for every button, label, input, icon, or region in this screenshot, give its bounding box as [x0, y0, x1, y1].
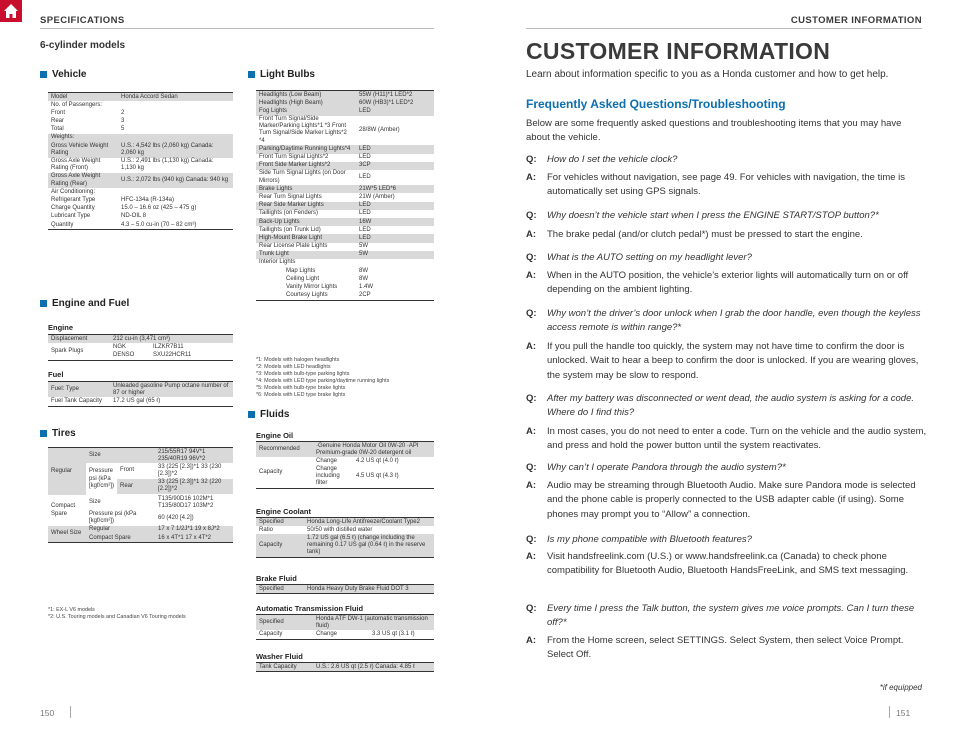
question-label: Q:	[526, 154, 537, 165]
table-row	[48, 142, 233, 157]
table-row	[256, 292, 434, 301]
spec-value: 3	[121, 118, 125, 125]
table-row	[48, 158, 233, 173]
tires-heading: Tires	[40, 428, 76, 439]
spec-value: 2CP	[359, 292, 371, 299]
light-bulbs-heading: Light Bulbs	[248, 69, 315, 80]
spec-label: Rear	[51, 118, 65, 125]
spec-value: 3CP	[356, 162, 434, 170]
spec-label: Spark Plugs	[51, 347, 84, 354]
spec-value: Honda Heavy Duty Brake Fluid DOT 3	[304, 585, 434, 594]
spec-label: Taillights (on Fenders)	[259, 210, 319, 217]
footnote: *6: Models with LED type brake lights	[256, 392, 346, 399]
spec-value: 2	[121, 109, 125, 116]
faq-title: Frequently Asked Questions/Troubleshooting	[526, 97, 786, 111]
spec-label: Rear Side Marker Lights	[256, 202, 356, 210]
spec-value: DENSO	[113, 351, 135, 358]
spec-label: Gross Axle Weight Rating (Rear)	[48, 173, 118, 188]
table-row	[256, 663, 434, 672]
question-label: Q:	[526, 603, 537, 614]
spec-value: LED	[359, 173, 371, 180]
footnote: *1: EX-L V6 models	[48, 607, 95, 613]
spec-value: 17.2 US gal (65 ℓ)	[113, 397, 161, 404]
answer-label: A:	[526, 172, 537, 183]
spec-label: Capacity	[259, 469, 283, 476]
spec-label: Fuel Tank Capacity	[51, 397, 102, 404]
spec-value: LED	[356, 202, 434, 210]
brake-fluid-table	[256, 584, 434, 594]
spec-value: 5W	[356, 251, 434, 259]
table-row	[256, 202, 434, 210]
table-row	[256, 442, 434, 458]
spec-label: Specified	[256, 585, 304, 594]
table-row	[48, 188, 233, 196]
table-row	[256, 170, 434, 185]
faq-answer	[526, 634, 931, 663]
table-row	[256, 534, 434, 557]
spec-value: SXU22HCR11	[153, 351, 192, 358]
table-row	[256, 243, 434, 251]
coolant-subheading: Engine Coolant	[256, 507, 311, 516]
engine-oil-table	[256, 441, 434, 489]
spec-value	[118, 101, 233, 109]
question-text: Why can’t I operate Pandora through the audio system?*	[547, 462, 786, 473]
table-row	[256, 259, 434, 267]
footnote: *3: Models with bulb-type parking lights	[256, 371, 350, 378]
spec-value: 60 (420 [4.2])	[157, 514, 194, 521]
spec-value: 16 x 4T*1 17 x 4T*2	[155, 534, 233, 543]
table-row	[256, 630, 434, 639]
table-row	[256, 162, 434, 170]
spec-label: No. of Passengers:	[51, 101, 103, 108]
question-text: Is my phone compatible with Bluetooth features?	[547, 534, 752, 545]
spec-value: 33 (225 [2.3])*1 32 (220 [2.2])*2	[155, 479, 233, 494]
spec-value: 4.2 US qt (4.0 ℓ)	[356, 457, 399, 464]
spec-value: Honda Long-Life Antifreeze/Coolant Type2	[304, 518, 434, 527]
tire-group-label: Compact Spare	[51, 503, 76, 517]
spec-label: Brake Lights	[256, 185, 356, 193]
header-divider	[40, 28, 434, 29]
page-number-divider	[889, 706, 890, 718]
spec-label: Front Turn Signal Lights*2	[259, 154, 329, 160]
question-label: Q:	[526, 252, 537, 263]
spec-label: Parking/Daytime Running Lights*4	[256, 145, 356, 153]
vehicle-heading: Vehicle	[40, 69, 86, 80]
spec-label: Interior Lights	[259, 259, 296, 266]
faq-question	[526, 533, 931, 547]
footnote: *2: U.S. Touring models and Canadian V6 Touring models	[48, 614, 186, 621]
spec-value: 21W*5 LED*6	[356, 185, 434, 193]
table-row	[48, 173, 233, 188]
spec-value: HFC-134a (R-134a)	[121, 196, 175, 203]
footnote: *4: Models with LED type parking/daytime running lights	[256, 378, 390, 385]
table-row	[48, 109, 233, 117]
spec-label: Change	[316, 630, 338, 637]
question-label: Q:	[526, 393, 537, 404]
table-row	[256, 210, 434, 218]
spec-value: 5W	[359, 243, 368, 250]
faq-question	[526, 307, 931, 336]
spec-label: Capacity	[256, 534, 304, 557]
spec-label: Weights:	[48, 134, 118, 142]
spec-label: Change including filter	[316, 466, 340, 487]
spec-label: Compact Spare	[86, 534, 155, 543]
spec-value: 3.3 US qt (3.1 ℓ)	[372, 630, 415, 637]
spec-value: 55W (H11)*1 LED*2	[356, 91, 434, 100]
spec-value: 8W	[359, 275, 368, 282]
table-row	[256, 267, 434, 275]
spec-label: Lubricant Type	[51, 213, 91, 220]
spec-label: Air Conditioning:	[51, 188, 96, 195]
spec-value: ND-OIL 8	[121, 213, 147, 220]
spec-label: High-Mount Brake Light	[256, 234, 356, 242]
engine-subheading: Engine	[48, 323, 74, 332]
table-row	[48, 213, 233, 221]
table-row	[256, 615, 434, 631]
spec-label: Map Lights	[286, 267, 316, 274]
washer-table	[256, 662, 434, 672]
spec-value: U.S.: 2,491 lbs (1,130 kg) Canada: 1,130 kg	[121, 158, 214, 172]
spec-label: Pressure psi (kPa [kgf/cm²])	[89, 468, 114, 489]
answer-text: For vehicles without navigation, see page 49. For vehicles with navigation, the time is automatically set using GPS signals.	[547, 172, 906, 198]
spec-label: Ratio	[259, 526, 274, 533]
right-page	[480, 0, 960, 738]
table-row	[256, 145, 434, 153]
faq-answer	[526, 479, 931, 522]
bullet-square	[40, 71, 47, 78]
table-row	[256, 185, 434, 193]
faq-answer	[526, 425, 931, 454]
question-text: Every time I press the Talk button, the system gives me voice prompts. Can I turn these off?*	[547, 603, 915, 629]
spec-label: Regular	[86, 526, 155, 534]
answer-label: A:	[526, 426, 537, 437]
table-row	[256, 526, 434, 534]
spec-label: Specified	[256, 518, 304, 527]
spec-value: 28/8W (Amber)	[359, 126, 400, 133]
answer-text: In most cases, you do not need to enter a code. Turn on the vehicle and the audio system, and press and hold the power button until the system reactivates.	[547, 426, 927, 452]
bullet-square	[248, 411, 255, 418]
table-row	[256, 585, 434, 594]
spec-label: Total	[51, 126, 64, 133]
table-row	[48, 397, 233, 406]
spec-value: 21W (Amber)	[359, 193, 395, 200]
spec-value: 212 cu-in (3,471 cm³)	[110, 335, 233, 344]
bullet-square	[40, 300, 47, 307]
spec-label: Front	[51, 109, 66, 116]
spec-value: 4.3 – 5.0 cu-in (70 – 82 cm³)	[121, 221, 197, 228]
intro-text: Learn about information specific to you as a Honda customer and how to get help.	[526, 69, 889, 80]
spec-label: Front Side Marker Lights*2	[256, 162, 356, 170]
vehicle-table	[48, 92, 233, 230]
spec-label: Front	[119, 467, 134, 474]
answer-label: A:	[526, 635, 537, 646]
table-row	[48, 382, 233, 398]
faq-answer	[526, 340, 931, 383]
spec-label: Pressure psi (kPa [kgf/cm²])	[89, 511, 137, 525]
question-text: How do I set the vehicle clock?	[547, 154, 678, 165]
spec-value: 5	[121, 126, 125, 133]
spec-label: Capacity	[259, 630, 283, 637]
answer-label: A:	[526, 270, 537, 281]
engine-table	[48, 334, 233, 361]
spec-value: Honda ATF DW-1 (automatic transmission fluid)	[313, 615, 434, 631]
section-header: CUSTOMER INFORMATION	[790, 15, 922, 26]
spec-label: Courtesy Lights	[286, 292, 328, 299]
faq-answer	[526, 550, 931, 579]
faq-answer	[526, 171, 931, 200]
section-header: SPECIFICATIONS	[40, 15, 125, 26]
spec-value: LED	[356, 145, 434, 153]
faq-question	[526, 392, 931, 421]
tires-table	[48, 447, 233, 543]
spec-label: Ceiling Light	[286, 275, 320, 282]
table-row	[256, 116, 434, 146]
spec-label: Vanity Mirror Lights	[286, 284, 338, 290]
spec-value: LED	[359, 210, 371, 217]
tire-group-label: Wheel Size	[48, 526, 86, 543]
table-row	[48, 196, 233, 204]
spec-label: Rear Turn Signal Lights	[259, 193, 322, 200]
answer-text: Audio may be streaming through Bluetooth Audio. Make sure Pandora mode is selected and the phone cable is properly connected to the USB adapter cable (if using). Some phones may prompt you to “Allow” a connection.	[547, 480, 916, 520]
spec-value: ILZKR7B11	[153, 343, 184, 350]
bullet-square	[40, 430, 47, 437]
spec-label: Fog Lights	[256, 107, 356, 115]
faq-question	[526, 251, 931, 265]
table-row	[256, 226, 434, 234]
answer-label: A:	[526, 229, 537, 240]
answer-text: When in the AUTO position, the vehicle’s exterior lights will automatically turn on or off depending on the ambient lighting.	[547, 270, 909, 296]
spec-value: 16W	[356, 218, 434, 226]
spec-label: Front Turn Signal/Side Marker/Parking Lights*1 *3 Front Turn Signal/Side Marker Lights*2 *4	[259, 116, 347, 144]
spec-value: 50/50 with distilled water	[307, 526, 373, 533]
table-row	[256, 193, 434, 201]
spec-label: Specified	[256, 615, 313, 631]
question-label: Q:	[526, 462, 537, 473]
atf-subheading: Automatic Transmission Fluid	[256, 604, 364, 613]
spec-value: LED	[356, 107, 434, 115]
spec-label: Size	[86, 448, 155, 464]
spec-value: 60W (HB3)*1 LED*2	[356, 99, 434, 107]
spec-value: U.S.: 4,542 lbs (2,060 kg) Canada: 2,060 kg	[118, 142, 233, 157]
header-divider	[526, 28, 922, 29]
question-text: What is the AUTO setting on my headlight lever?	[547, 252, 752, 263]
spec-label: Refrigerant Type	[51, 196, 96, 203]
table-row	[256, 234, 434, 242]
table-row	[48, 205, 233, 213]
table-row	[48, 134, 233, 142]
question-text: After my battery was disconnected or went dead, the audio system is asking for a code. Where do I find this?	[547, 393, 914, 419]
faq-question	[526, 461, 931, 475]
engine-fuel-heading: Engine and Fuel	[40, 298, 129, 309]
question-text: Why won’t the driver’s door unlock when I grab the door handle, even though the keyless access remote is within range?*	[547, 308, 921, 334]
spec-label: Recommended	[256, 442, 313, 458]
page-number-divider	[70, 706, 71, 718]
spec-value: 1.4W	[359, 284, 374, 290]
tire-group-label: Regular	[48, 448, 86, 496]
answer-text: The brake pedal (and/or clutch pedal*) must be pressed to start the engine.	[547, 229, 863, 240]
fuel-table	[48, 381, 233, 407]
footnote: *5: Models with bulb-type brake lights	[256, 385, 346, 392]
answer-text: If you pull the handle too quickly, the system may not have time to confirm the door is unlocked. Wait to hear a beep to confirm the door is unlocked. If you are wearing gloves, the system may be slow to respond.	[547, 341, 919, 381]
page-number: 150	[40, 708, 55, 718]
table-row	[48, 495, 233, 510]
table-row	[256, 457, 434, 465]
table-row	[256, 99, 434, 107]
spec-value: T135/90D16 102M*1 T135/80D17 103M*2	[157, 495, 214, 509]
table-row	[256, 275, 434, 283]
spec-value	[118, 188, 233, 196]
question-text: Why doesn’t the vehicle start when I press the ENGINE START/STOP button?*	[547, 210, 879, 221]
spec-value: LED	[359, 154, 371, 160]
spec-value: U.S.: 2,072 lbs (940 kg) Canada: 940 kg	[118, 173, 233, 188]
spec-value: Honda Accord Sedan	[118, 93, 233, 102]
spec-label: Gross Vehicle Weight Rating	[48, 142, 118, 157]
footnote: *2: Models with LED headlights	[256, 364, 331, 371]
table-row	[48, 343, 233, 351]
faq-intro: Below are some frequently asked questions and troubleshooting items that you may have about the vehicle.	[526, 118, 902, 143]
table-row	[256, 251, 434, 259]
light-bulbs-table	[256, 90, 434, 301]
footnote: *1: Models with halogen headlights	[256, 357, 340, 363]
answer-label: A:	[526, 341, 537, 352]
table-row	[48, 335, 233, 344]
spec-label: Model	[48, 93, 118, 102]
brake-fluid-subheading: Brake Fluid	[256, 574, 297, 583]
spec-value: ·Genuine Honda Motor Oil 0W-20 ·API Premium-grade 0W-20 detergent oil	[313, 442, 434, 458]
spec-value: LED	[359, 226, 371, 233]
table-row	[256, 218, 434, 226]
tires-footnotes	[48, 607, 186, 621]
table-row	[256, 91, 434, 100]
table-row	[256, 518, 434, 527]
spec-label: Rear	[117, 479, 155, 494]
page-subtitle: 6-cylinder models	[40, 40, 126, 51]
spec-value: 33 (225 [2.3])*1 33 (230 [2.3])*2	[157, 463, 222, 478]
faq-question	[526, 209, 931, 223]
table-row	[256, 107, 434, 115]
engine-oil-subheading: Engine Oil	[256, 431, 294, 440]
washer-subheading: Washer Fluid	[256, 652, 303, 661]
table-row	[48, 526, 233, 534]
page-number: 151	[896, 708, 911, 718]
spec-label: Back-Up Lights	[256, 218, 356, 226]
table-row	[48, 221, 233, 230]
faq-answer	[526, 269, 931, 298]
spec-label: Tank Capacity	[256, 663, 313, 672]
spec-value	[118, 134, 233, 142]
table-row	[48, 93, 233, 102]
spec-value: 17 x 7 1/2J*1 19 x 8J*2	[155, 526, 233, 534]
question-label: Q:	[526, 210, 537, 221]
spec-value: U.S.: 2.6 US qt (2.5 ℓ) Canada: 4.85 ℓ	[313, 663, 434, 672]
spec-label: Fuel: Type	[48, 382, 110, 398]
bullet-square	[248, 71, 255, 78]
spec-value: 15.0 – 16.6 oz (425 – 475 g)	[121, 205, 197, 212]
question-label: Q:	[526, 534, 537, 545]
spec-value: 215/55R17 94V*1 235/40R19 96V*2	[155, 448, 233, 464]
answer-label: A:	[526, 480, 537, 491]
table-row	[256, 154, 434, 162]
light-bulbs-footnotes	[256, 357, 389, 399]
faq-question	[526, 153, 931, 167]
spec-value: 4.5 US qt (4.3 ℓ)	[356, 473, 399, 480]
spec-label: Change	[316, 457, 338, 464]
faq-question	[526, 602, 931, 631]
spec-label: Trunk Light	[256, 251, 356, 259]
coolant-table	[256, 517, 434, 558]
fuel-subheading: Fuel	[48, 370, 64, 379]
spec-label: Gross Axle Weight Rating (Front)	[51, 158, 101, 172]
answer-text: Visit handsfreelink.com (U.S.) or www.handsfreelink.ca (Canada) to check phone compatibility for Bluetooth Audio, Bluetooth HandsFreeLink, and SMS text messaging.	[547, 551, 909, 577]
table-row	[48, 126, 233, 134]
spec-value: 8W	[359, 267, 368, 274]
spec-label: Headlights (High Beam)	[256, 99, 356, 107]
spec-label: Charge Quantity	[51, 205, 95, 212]
if-equipped-note: *if equipped	[879, 683, 922, 692]
table-row	[48, 101, 233, 109]
atf-table	[256, 614, 434, 640]
page-title: CUSTOMER INFORMATION	[526, 38, 831, 64]
fluids-heading: Fluids	[248, 409, 289, 420]
spec-value	[356, 259, 434, 267]
spec-value: LED	[356, 234, 434, 242]
spec-value: Unleaded gasoline Pump octane number of 87 or higher	[110, 382, 233, 398]
spec-value: 1.72 US gal (6.5 ℓ) (change including the remaining 0.17 US gal (0.64 ℓ) in the reserve tank)	[304, 534, 434, 557]
table-row	[48, 118, 233, 126]
spec-label: Side Turn Signal Lights (on Door Mirrors)	[259, 170, 346, 184]
spec-label: Displacement	[48, 335, 110, 344]
answer-text: From the Home screen, select SETTINGS. Select System, then select Voice Prompt. Select Off.	[547, 635, 904, 661]
answer-label: A:	[526, 551, 537, 562]
spec-label: Rear License Plate Lights	[259, 243, 328, 250]
spec-value: NGK	[113, 343, 127, 350]
spec-label: Quantity	[51, 221, 74, 228]
spec-label: Taillights (on Trunk Lid)	[259, 226, 321, 233]
table-row	[48, 448, 233, 464]
question-label: Q:	[526, 308, 537, 319]
faq-answer	[526, 228, 931, 242]
spec-label: Size	[89, 499, 101, 506]
home-icon[interactable]	[0, 0, 22, 22]
table-row	[256, 284, 434, 292]
spec-label: Headlights (Low Beam)	[256, 91, 356, 100]
